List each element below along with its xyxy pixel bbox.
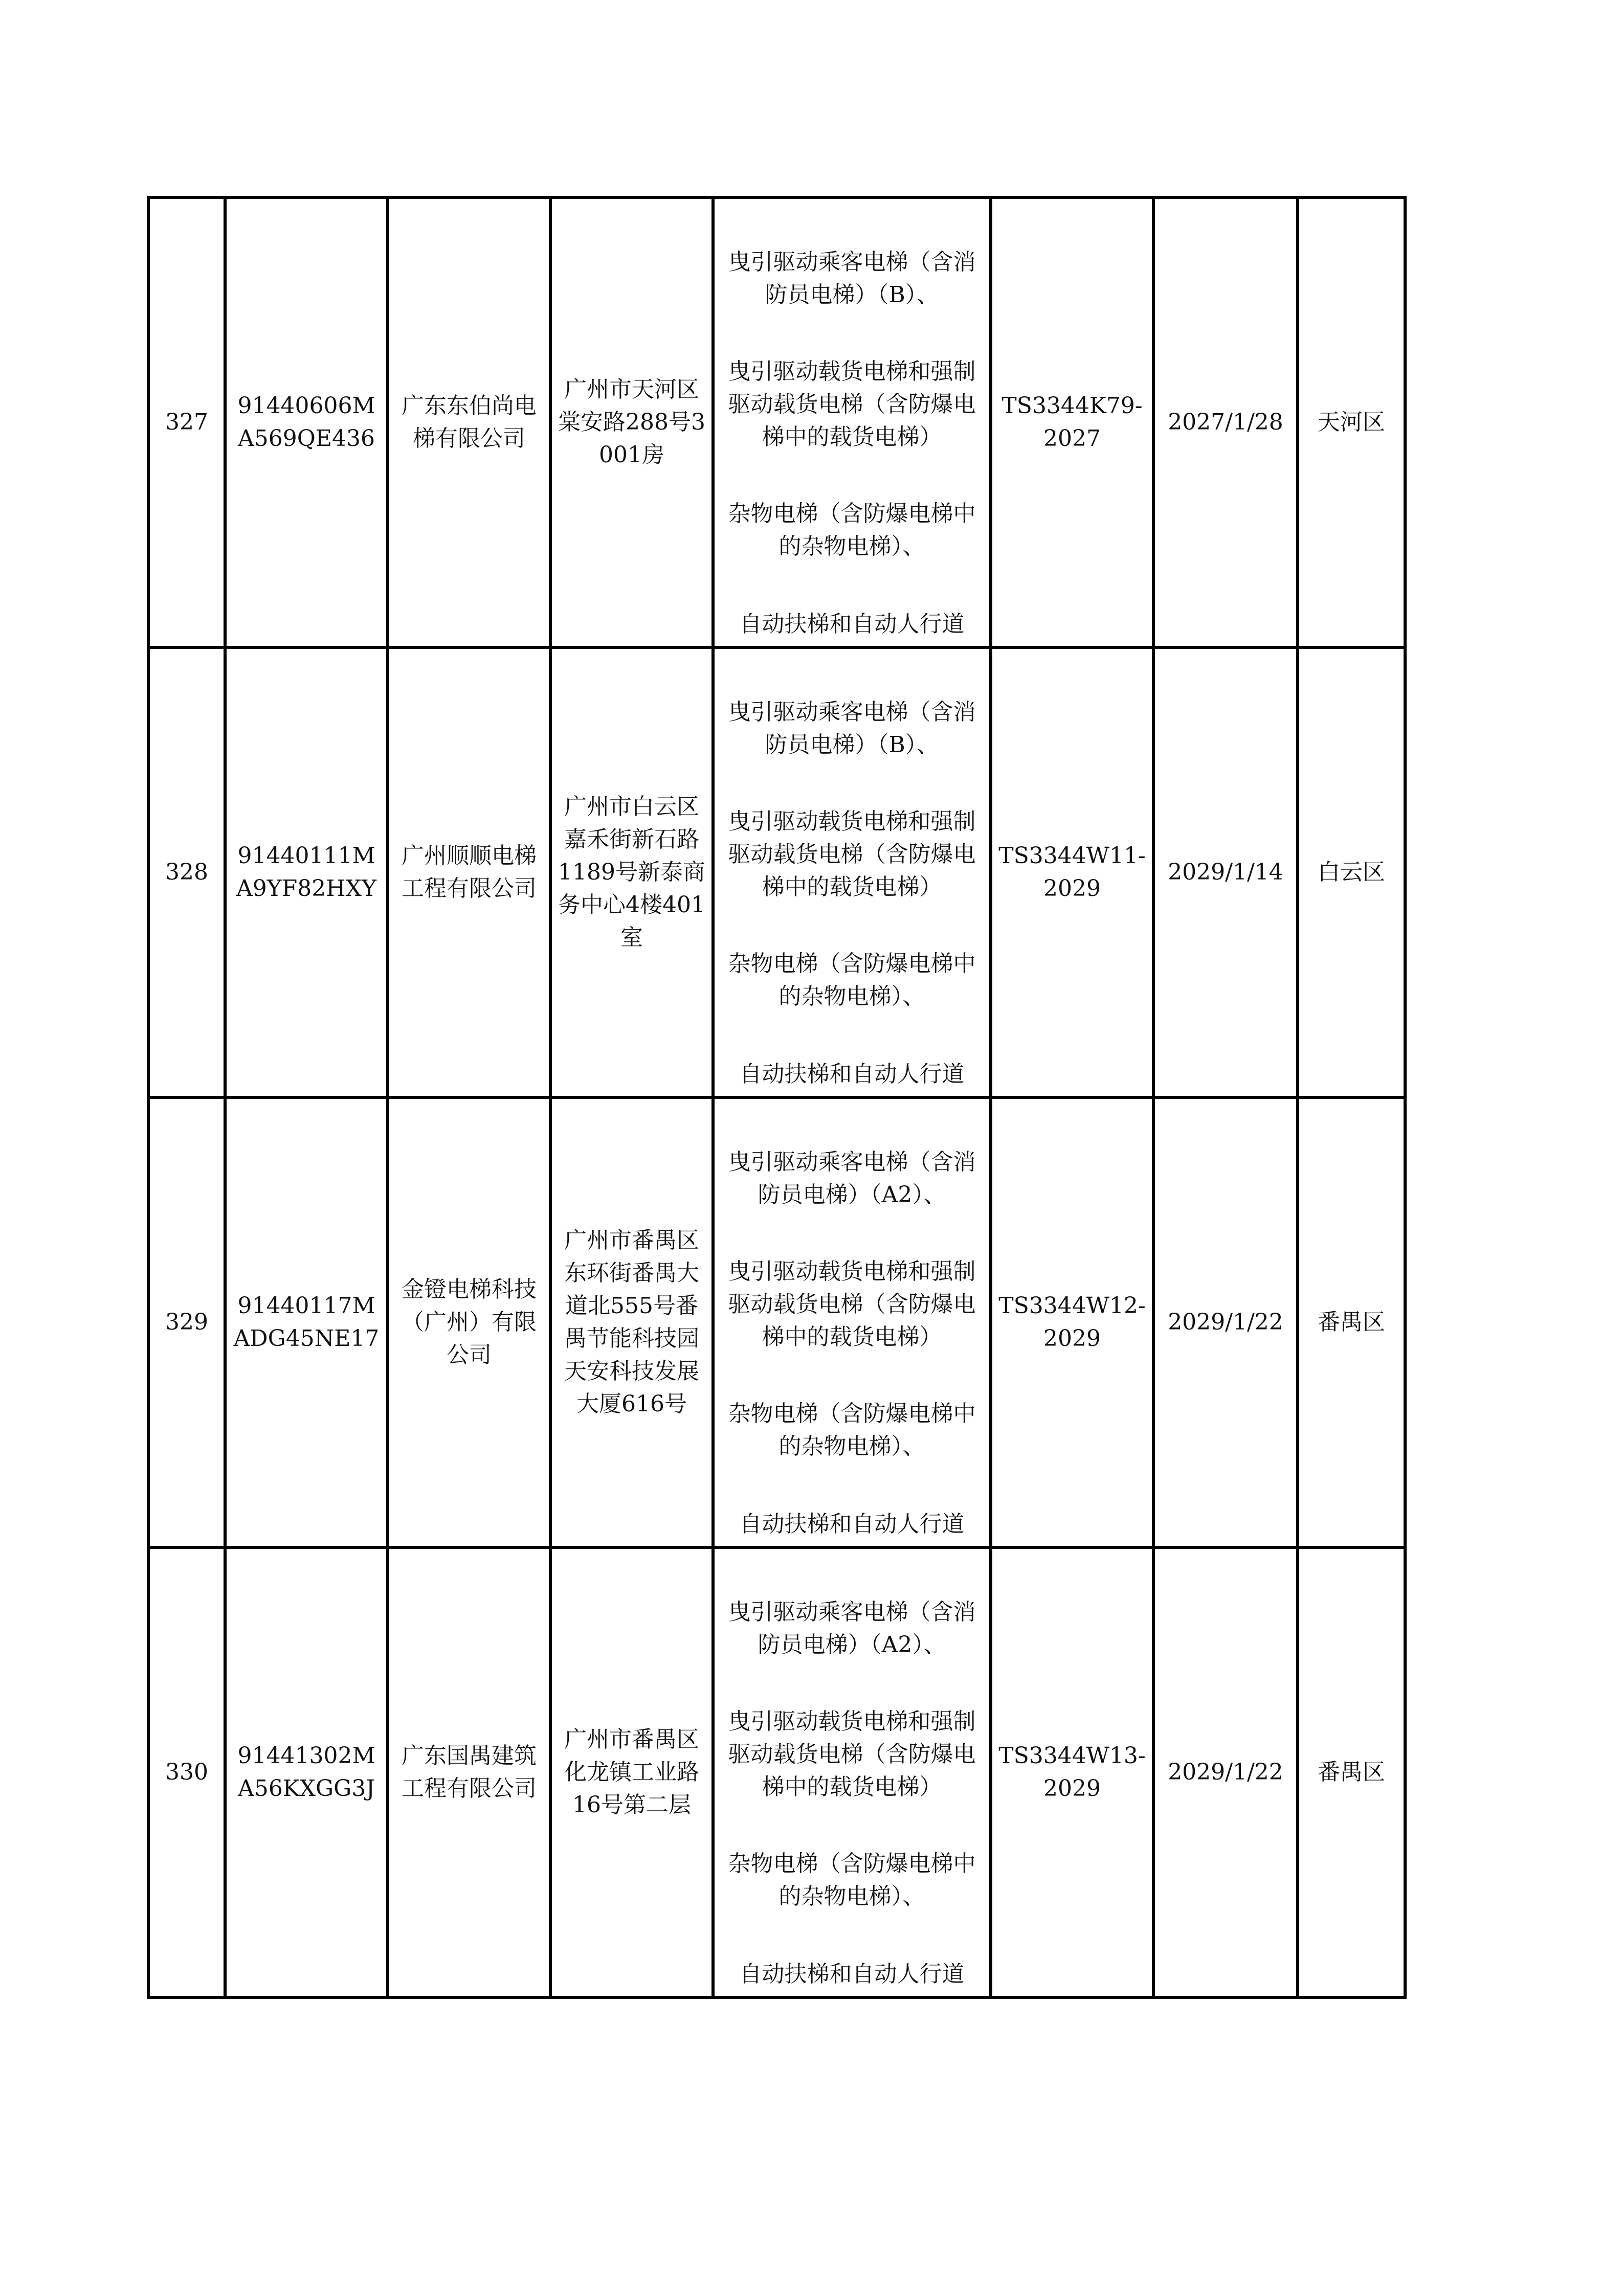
scope-item: 曳引驱动乘客电梯（含消防员电梯）（B）、: [728, 249, 976, 308]
license-scope: [713, 1547, 991, 1997]
credit-code-text: 91440111MA9YF82HXY: [236, 843, 377, 902]
company-name: [388, 197, 550, 647]
company-name-text: 广州顺顺电梯工程有限公司: [402, 843, 537, 902]
company-address: [550, 197, 713, 647]
table-row: [148, 647, 1405, 1097]
license-scope: [713, 1097, 991, 1547]
scope-item: 曳引驱动乘客电梯（含消防员电梯）（A2）、: [728, 1599, 976, 1658]
scope-item: 自动扶梯和自动人行道: [739, 1061, 965, 1087]
company-address-text: 广州市白云区嘉禾街新石路1189号新泰商务中心4楼401室: [558, 794, 705, 951]
expiry-date-text: 2029/1/22: [1168, 1309, 1283, 1335]
credit-code-text: 91441302MA56KXGG3J: [237, 1743, 375, 1802]
expiry-date: [1153, 197, 1298, 647]
credit-code-text: 91440117MADG45NE17: [233, 1293, 380, 1352]
scope-item: 自动扶梯和自动人行道: [739, 611, 965, 637]
company-name-text: 广东东伯尚电梯有限公司: [402, 393, 537, 452]
credit-code: [225, 647, 388, 1097]
district: [1298, 647, 1405, 1097]
district: [1298, 1547, 1405, 1997]
expiry-date-text: 2029/1/14: [1168, 859, 1283, 885]
table-row: [148, 197, 1405, 647]
scope-item: 杂物电梯（含防爆电梯中的杂物电梯）、: [728, 951, 976, 1009]
row-number-text: 327: [165, 409, 208, 435]
district-text: 天河区: [1318, 409, 1385, 435]
company-address: [550, 647, 713, 1097]
expiry-date: [1153, 1097, 1298, 1547]
certificate-number: [991, 197, 1153, 647]
scope-item: 曳引驱动载货电梯和强制驱动载货电梯（含防爆电梯中的载货电梯）: [728, 808, 976, 900]
scope-item: 杂物电梯（含防爆电梯中的杂物电梯）、: [728, 1851, 976, 1909]
credit-code: [225, 1097, 388, 1547]
company-address-text: 广州市天河区棠安路288号3001房: [558, 376, 705, 468]
company-name-text: 金镫电梯科技（广州）有限公司: [402, 1276, 537, 1368]
scope-item: 曳引驱动载货电梯和强制驱动载货电梯（含防爆电梯中的载货电梯）: [728, 1258, 976, 1350]
scope-item: 曳引驱动乘客电梯（含消防员电梯）（A2）、: [728, 1149, 976, 1208]
row-number: [148, 197, 225, 647]
company-address-text: 广州市番禺区化龙镇工业路16号第二层: [564, 1726, 699, 1818]
company-name: [388, 647, 550, 1097]
table-row: [148, 1547, 1405, 1997]
company-address: [550, 1547, 713, 1997]
row-number-text: 329: [165, 1309, 208, 1335]
certificate-number-text: TS3344W12-2029: [998, 1293, 1146, 1352]
credit-code-text: 91440606MA569QE436: [237, 393, 375, 452]
scope-item: 曳引驱动载货电梯和强制驱动载货电梯（含防爆电梯中的载货电梯）: [728, 1708, 976, 1800]
license-table: [147, 196, 1407, 1999]
company-address-text: 广州市番禺区东环街番禺大道北555号番禺节能科技园天安科技发展大厦616号: [564, 1227, 699, 1417]
scope-item: 曳引驱动乘客电梯（含消防员电梯）（B）、: [728, 699, 976, 758]
scope-item: 杂物电梯（含防爆电梯中的杂物电梯）、: [728, 501, 976, 559]
certificate-number: [991, 1097, 1153, 1547]
table-row: [148, 1097, 1405, 1547]
district: [1298, 1097, 1405, 1547]
district-text: 番禺区: [1318, 1759, 1385, 1785]
district-text: 番禺区: [1318, 1309, 1385, 1335]
certificate-number-text: TS3344W13-2029: [998, 1743, 1146, 1802]
company-name-text: 广东国禺建筑工程有限公司: [402, 1743, 537, 1802]
district-text: 白云区: [1318, 859, 1385, 885]
license-scope: [713, 197, 991, 647]
expiry-date-text: 2027/1/28: [1168, 409, 1283, 435]
certificate-number: [991, 647, 1153, 1097]
expiry-date: [1153, 1547, 1298, 1997]
company-name: [388, 1097, 550, 1547]
expiry-date: [1153, 647, 1298, 1097]
certificate-number-text: TS3344W11-2029: [998, 843, 1146, 902]
expiry-date-text: 2029/1/22: [1168, 1759, 1283, 1785]
company-address: [550, 1097, 713, 1547]
row-number: [148, 1097, 225, 1547]
scope-item: 自动扶梯和自动人行道: [739, 1511, 965, 1537]
scope-item: 杂物电梯（含防爆电梯中的杂物电梯）、: [728, 1401, 976, 1459]
certificate-number: [991, 1547, 1153, 1997]
certificate-number-text: TS3344K79-2027: [1002, 393, 1143, 452]
license-scope: [713, 647, 991, 1097]
row-number-text: 328: [165, 859, 208, 885]
row-number: [148, 647, 225, 1097]
row-number-text: 330: [165, 1759, 208, 1785]
scope-item: 曳引驱动载货电梯和强制驱动载货电梯（含防爆电梯中的载货电梯）: [728, 358, 976, 450]
row-number: [148, 1547, 225, 1997]
record-sheet: [147, 196, 1388, 1999]
credit-code: [225, 197, 388, 647]
credit-code: [225, 1547, 388, 1997]
district: [1298, 197, 1405, 647]
company-name: [388, 1547, 550, 1997]
scope-item: 自动扶梯和自动人行道: [739, 1961, 965, 1987]
